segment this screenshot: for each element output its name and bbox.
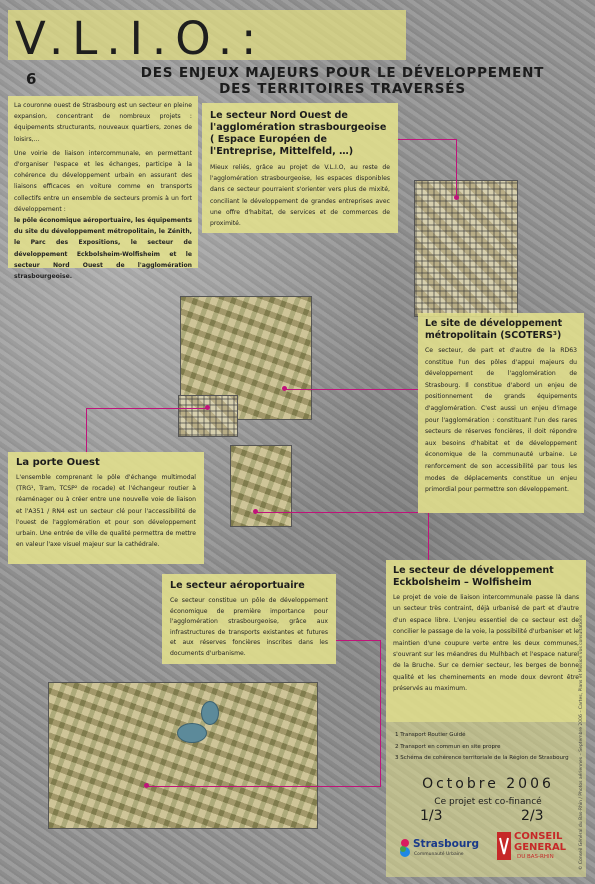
porte-ouest-box [8,452,204,564]
aeroport-text: Ce secteur constitue un pôle de développement économique de première importance pour l'agglomération strasbourgeoise, grâce aux infrastructures de transports existantes et futures et aux réserves foncières inscrites dans les documents d'urbanisme. [170,597,328,657]
intro-paragraph-3: le pôle économique aéroportuaire, les équipements du site du développement métropolitain, le Zénith, le Parc des Expositions, le secteur de développement Eckbolsheim-Wolfisheim et le secteur Nord Ouest de l'agglomération strasbourgeoise. [14,217,192,281]
connector-dot [253,509,258,514]
strasbourg-logo-icon [398,837,412,859]
page-title: V.L.I.O.: [15,12,266,65]
connector-line [86,408,87,454]
eckbolsheim-text: Le projet de voie de liaison intercommunale passe là dans un secteur très contraint, déjà urbanisé de part et d'autre d'un espace libre. L'enjeu essentiel de ce secteur est de concilier le passage de la voie, la possibilité d'urbaniser et le maintien d'une coupure verte entre les deux communes, s'ouvrant sur les méandres du Mulhbach et l'espace naturel de la Bruche. Sur ce dernier secteur, les berges de bonne qualité et les cheminements en mode doux devront être préservés au maximum. [393,594,579,693]
connector-line [380,640,381,787]
connector-dot [282,386,287,391]
strasbourg-logo-text: Strasbourg [413,838,479,850]
connector-dot [144,783,149,788]
connector-line [428,512,429,564]
footnote-2: 2 Transport en commun en site propre [395,743,501,750]
subtitle-line-2: DES TERRITOIRES TRAVERSÉS [219,80,466,97]
nord-ouest-box [202,103,398,233]
lake-shape [201,701,219,725]
aerial-photo-porte-ouest [178,395,238,437]
connector-line [336,640,381,641]
footnotes [395,730,569,765]
conseil-general-line-3: DU BAS-RHIN [517,854,554,860]
share-left: 1/3 [420,808,443,824]
credits-sidebar [579,480,589,870]
aerial-photo-nord-ouest [414,180,518,317]
conseil-general-line-1: CONSEIL [514,831,563,842]
nord-ouest-text: Mieux reliés, grâce au projet de V.L.I.O, au reste de l'agglomération strasbourgeoise, les espaces disponibles dans ce secteur pourraient s'orienter vers plus de mixité, conciliant le développement de grandes entreprises avec une offre d'habitat, de services et de commerces de proximité. [210,164,390,228]
strasbourg-logo [398,834,478,862]
footnote-1: 1 Transport Routier Guidé [395,732,466,738]
aerial-photo-eckbolsheim [230,445,292,527]
lake-shape [177,723,207,743]
connector-line [86,408,208,409]
porte-ouest-text: L'ensemble comprenant le pôle d'échange multimodal (TRG¹, Tram, TCSP² de rocade) et l'échangeur routier à réaménager ou à créer entre une nouvelle voie de liaison et l'A351 / RN4 est un secteur clé pour l'accessibilité de l'ouest de l'agglomération et pour son développement urbain. Une entrée de ville de qualité permettra de mettre en valeur l'axe visuel majeur sur la cathédrale. [16,474,196,549]
panel-number: 6 [26,70,37,88]
intro-paragraph-2: Une voirie de liaison intercommunale, en permettant d'organiser l'espace et les échanges, participe à la cohérence du développement urbain en assurant des liaisons efficaces en voiture comme en transports collectifs entre un ensemble de secteurs promis à un fort développement : [14,149,192,213]
eckbolsheim-title: Le secteur de développement Eckbolsheim – Wolfisheim [393,565,554,588]
credits-text: © Conseil Général du Bas-Rhin / Photos aériennes – Septembre 2006 – Cartes, Plans et Mission vos consultations [579,614,584,870]
aeroport-title: Le secteur aéroportuaire [170,580,305,591]
intro-paragraph-1: La couronne ouest de Strasbourg est un secteur en pleine expansion, concentrant de nombreux projets : équipements structurants, nouveaux quartiers, zones de loisirs,… [14,102,192,143]
footnote-3: 3 Schéma de cohérence territoriale de la Région de Strasbourg [395,755,569,761]
share-right: 2/3 [521,808,544,824]
page-subtitle [100,66,585,97]
connector-dot [205,405,210,410]
connector-line [396,139,456,140]
nord-ouest-title: Le secteur Nord Ouest de l'agglomération strasbourgeoise ( Espace Européen de l'Entreprise, Mittelfeld, …) [210,110,387,157]
footer-date: Octobre 2006 [422,776,554,792]
aeroport-box [162,574,336,664]
scoters-box [418,313,584,513]
connector-line [456,139,457,197]
strasbourg-logo-sub: Communauté Urbaine [414,852,464,857]
conseil-general-logo [497,830,582,864]
connector-line [256,512,428,513]
aerial-photo-aeroport [48,682,318,829]
porte-ouest-title: La porte Ouest [16,457,100,468]
conseil-general-line-2: GENERAL [514,842,567,853]
scoters-title: Le site de développement métropolitain (SCOTERS³) [425,318,563,341]
scoters-text: Ce secteur, de part et d'autre de la RD63 constitue l'un des pôles d'appui majeurs du développement de l'agglomération de Strasbourg. Il constitue d'abord un enjeu de positionnement de grands équipements d'agglomération. C'est aussi un enjeu d'image pour l'agglomération : constituant l'un des rares secteurs de réserves foncières, il doit répondre aux besoins d'habitat et de développement économique de la communauté urbaine. Le renforcement de son accessibilité par tous les modes de déplacements constitue un enjeu primordial pour permettre son développement. [425,347,577,494]
conseil-general-logo-icon [497,832,511,860]
intro-box [8,96,198,281]
connector-dot [454,195,459,200]
connector-line [147,786,380,787]
eckbolsheim-box [386,560,586,722]
cofinance-label: Ce projet est co-financé [434,797,542,807]
subtitle-line-1: DES ENJEUX MAJEURS POUR LE DÉVELOPPEMENT [140,65,545,81]
connector-line [285,389,421,390]
